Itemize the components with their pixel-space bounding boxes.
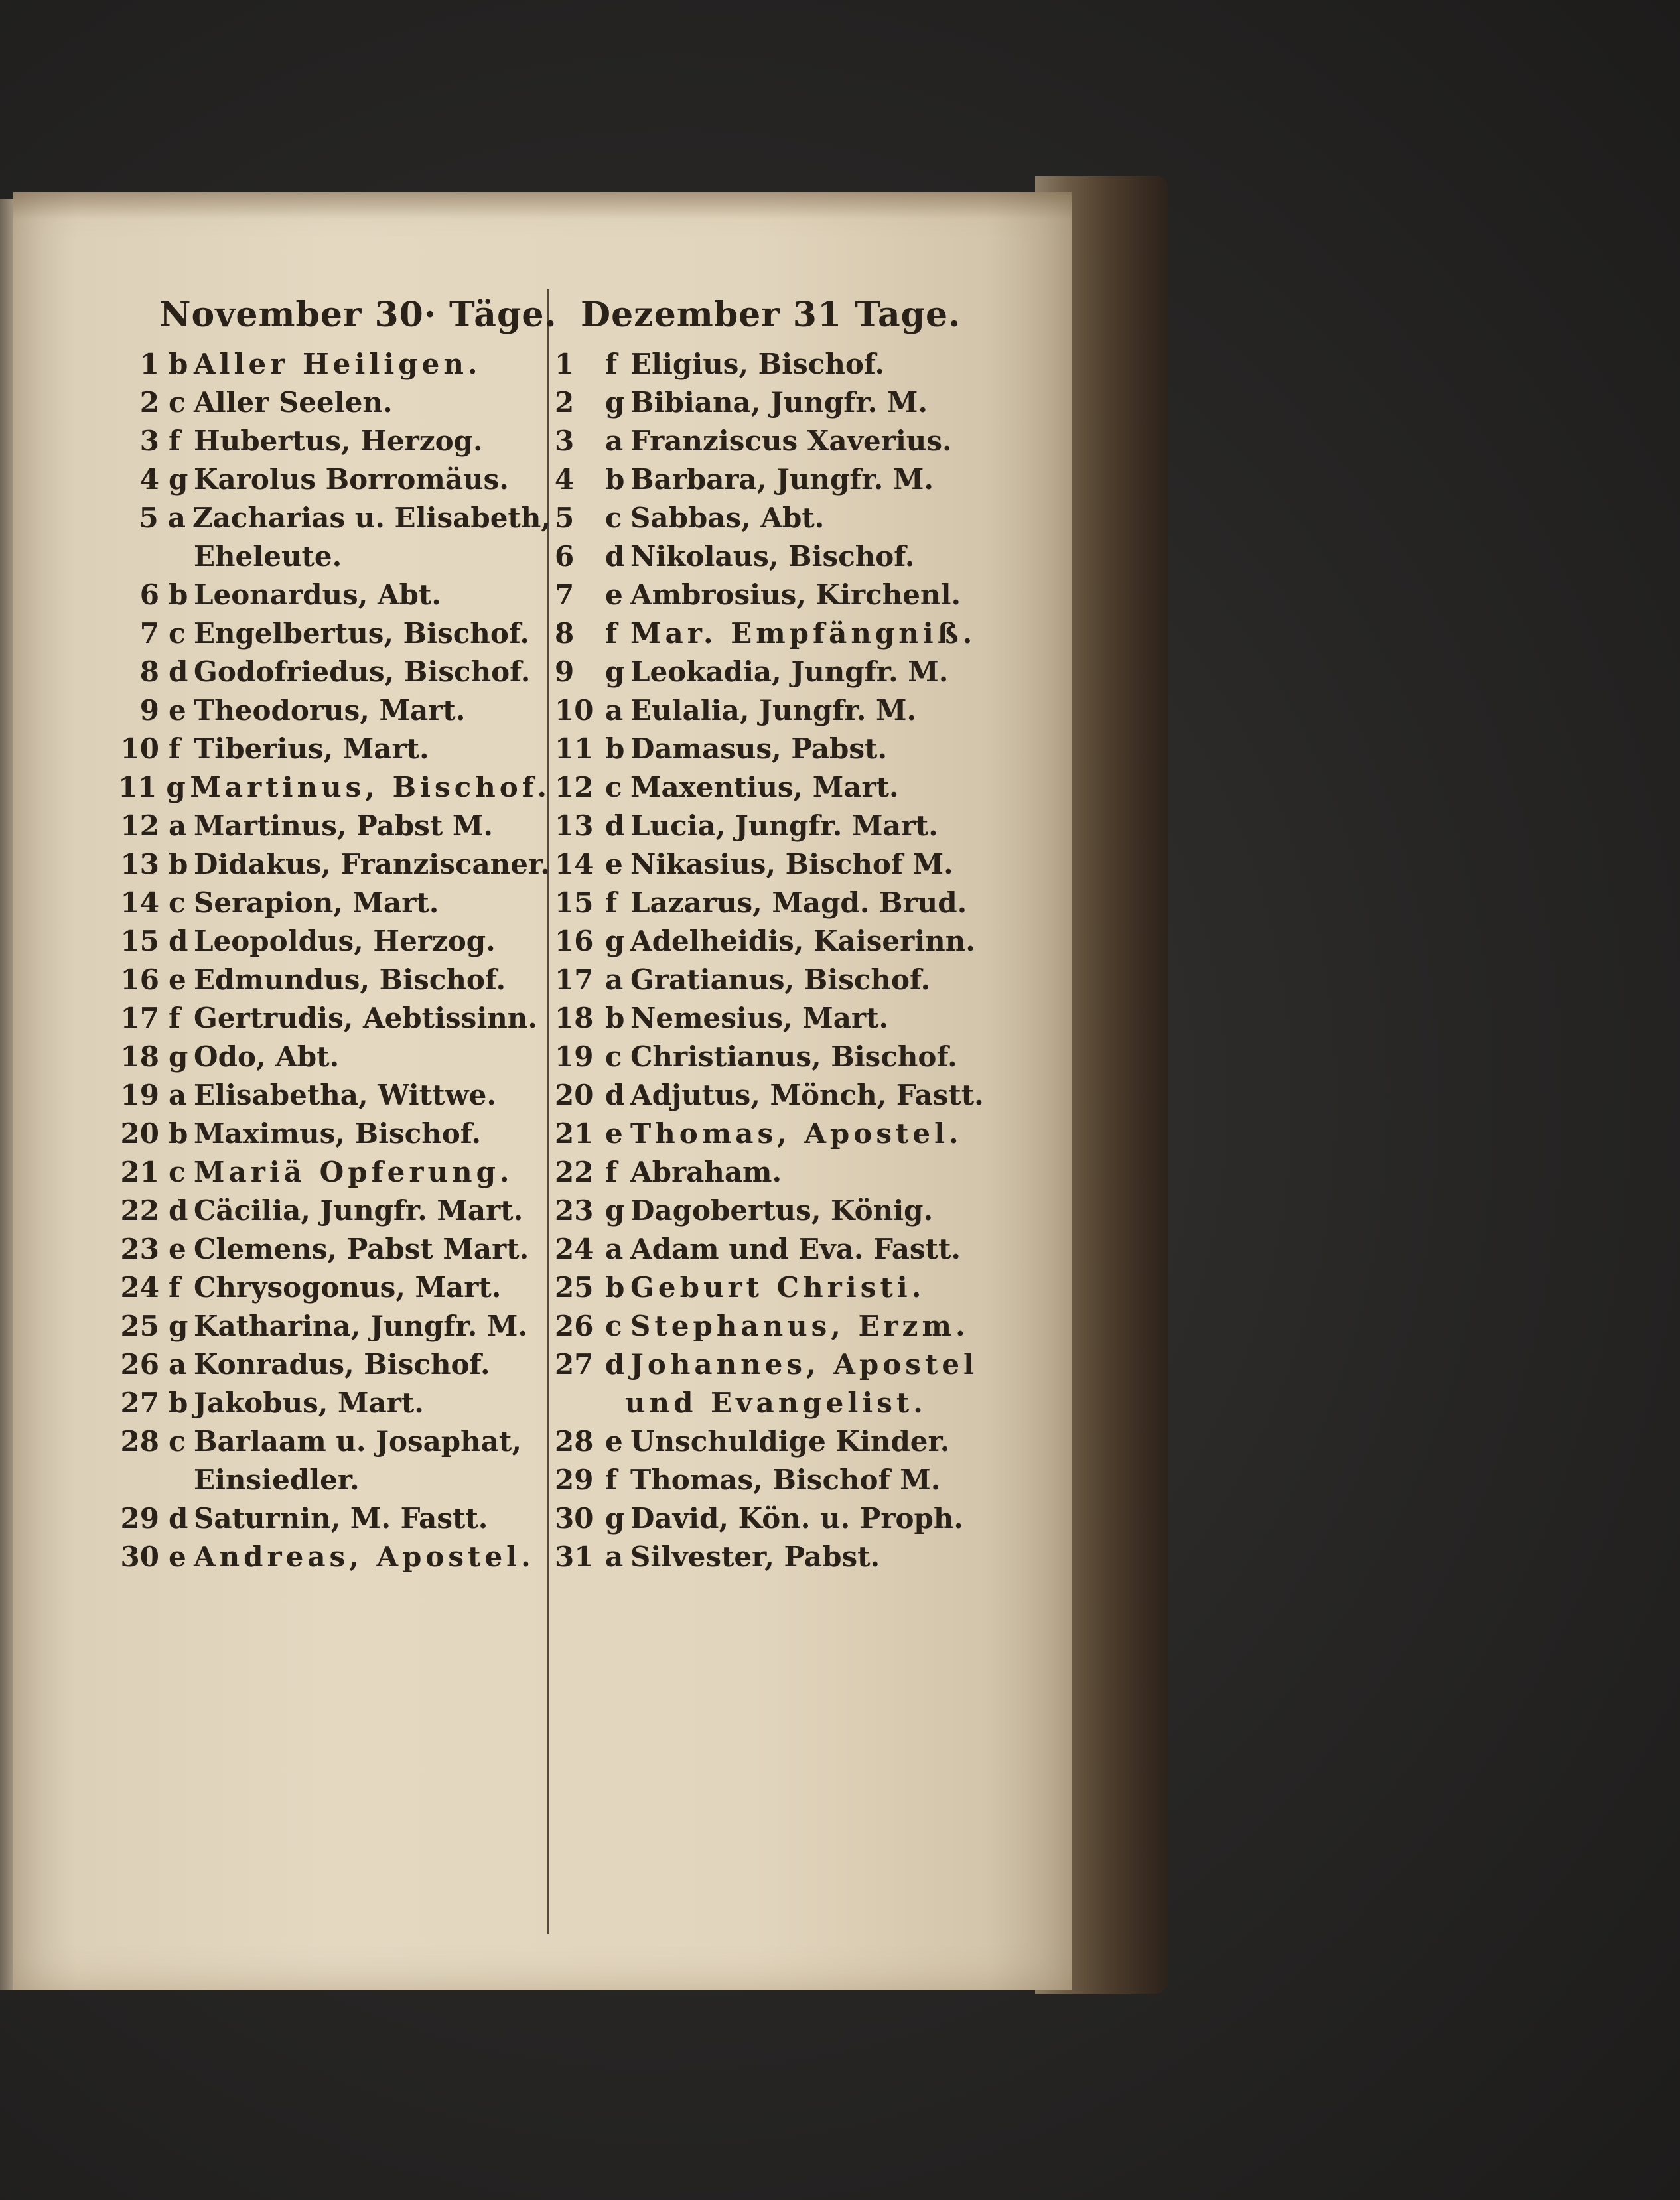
day-number: 10	[120, 732, 159, 765]
calendar-entry	[113, 1422, 551, 1461]
calendar-entry	[551, 1192, 1015, 1230]
dominical-letter: a	[169, 1348, 187, 1381]
day-number: 22	[555, 1156, 594, 1188]
saint-name: Jakobus, Mart.	[194, 1387, 424, 1419]
feast-name: Johannes, Apostel	[630, 1348, 979, 1381]
november-column	[113, 285, 557, 1576]
calendar-entry	[551, 884, 1015, 922]
saint-name: Ambrosius, Kirchenl.	[630, 579, 961, 611]
feast-name: Martinus, Bischof.	[190, 771, 551, 803]
day-number: 14	[120, 886, 159, 919]
day-number: 26	[555, 1310, 594, 1342]
saint-name: Leonardus, Abt.	[194, 579, 441, 611]
saint-name: Lucia, Jungfr. Mart.	[630, 809, 938, 842]
dominical-letter: d	[605, 1348, 625, 1381]
day-number: 6	[139, 579, 159, 611]
saint-name: Karolus Borromäus.	[194, 463, 509, 496]
day-number: 13	[120, 848, 159, 880]
day-number: 28	[120, 1425, 159, 1458]
saint-name: Sabbas, Abt.	[630, 502, 825, 534]
dominical-letter: b	[169, 848, 188, 880]
dominical-letter: a	[605, 425, 624, 457]
calendar-entry	[551, 1153, 1015, 1192]
dominical-letter: c	[169, 1156, 186, 1188]
saint-name: Eulalia, Jungfr. M.	[630, 694, 917, 726]
day-number: 19	[120, 1079, 159, 1111]
dominical-letter: c	[169, 386, 186, 419]
dominical-letter: e	[169, 1541, 186, 1573]
calendar-entry	[113, 730, 551, 768]
calendar-entry	[113, 1499, 551, 1538]
calendar-entry	[551, 1307, 1015, 1345]
day-number: 30	[120, 1541, 159, 1573]
calendar-entry	[113, 768, 551, 807]
day-number: 5	[139, 502, 159, 534]
saint-name: Theodorus, Mart.	[194, 694, 466, 726]
day-number: 15	[120, 925, 159, 957]
saint-name: Maximus, Bischof.	[194, 1117, 481, 1150]
dominical-letter: d	[605, 1079, 625, 1111]
dominical-letter: b	[169, 1387, 188, 1419]
dominical-letter: g	[166, 771, 186, 803]
dominical-letter: c	[605, 502, 622, 534]
day-number: 7	[555, 579, 575, 611]
entry-continuation	[551, 1384, 1015, 1422]
calendar-entry	[551, 499, 1015, 537]
dominical-letter: c	[169, 1425, 186, 1458]
saint-name: Nikolaus, Bischof.	[630, 540, 915, 573]
calendar-entry	[551, 1538, 1015, 1576]
calendar-entry	[113, 1076, 551, 1115]
day-number: 23	[120, 1233, 159, 1265]
day-number: 24	[555, 1233, 594, 1265]
saint-name: Gertrudis, Aebtissinn.	[194, 1002, 537, 1034]
december-title: Dezember 31 Tage.	[581, 295, 961, 335]
day-number: 8	[555, 617, 575, 650]
saint-name: Clemens, Pabst Mart.	[194, 1233, 529, 1265]
dominical-letter: f	[605, 348, 618, 380]
calendar-entry	[113, 1038, 551, 1076]
calendar-entry	[113, 1384, 551, 1422]
day-number: 22	[120, 1194, 159, 1227]
calendar-entry	[551, 922, 1015, 961]
dominical-letter: d	[169, 925, 188, 957]
saint-name: David, Kön. u. Proph.	[630, 1502, 964, 1535]
dominical-letter: a	[169, 809, 187, 842]
november-title: November 30· Täge.	[159, 295, 557, 335]
day-number: 12	[555, 771, 594, 803]
saint-name: Elisabetha, Wittwe.	[194, 1079, 496, 1111]
calendar-entry	[113, 1307, 551, 1345]
day-number: 5	[555, 502, 575, 534]
calendar-entry	[551, 1499, 1015, 1538]
day-number: 26	[120, 1348, 159, 1381]
calendar-entry	[551, 576, 1015, 614]
saint-name: Saturnin, M. Fastt.	[194, 1502, 488, 1535]
dominical-letter: d	[169, 1502, 188, 1535]
saint-name: Abraham.	[630, 1156, 782, 1188]
day-number: 6	[555, 540, 575, 573]
dominical-letter: b	[605, 1271, 625, 1304]
day-number: 20	[120, 1117, 159, 1150]
saint-name: Nikasius, Bischof M.	[630, 848, 953, 880]
dominical-letter: e	[169, 694, 186, 726]
saint-name: Leopoldus, Herzog.	[194, 925, 496, 957]
day-number: 21	[120, 1156, 159, 1188]
calendar-entry	[113, 576, 551, 614]
calendar-entry	[113, 653, 551, 691]
day-number: 9	[139, 694, 159, 726]
saint-name: Barbara, Jungfr. M.	[630, 463, 934, 496]
dominical-letter: e	[169, 1233, 186, 1265]
saint-name: Edmundus, Bischof.	[194, 963, 506, 996]
dominical-letter: b	[169, 348, 188, 380]
entry-continuation	[113, 1461, 551, 1499]
calendar-entry	[551, 807, 1015, 845]
saint-name: Lazarus, Magd. Brud.	[630, 886, 967, 919]
saint-name: Gratianus, Bischof.	[630, 963, 931, 996]
saint-name: Tiberius, Mart.	[194, 732, 429, 765]
dominical-letter: d	[605, 809, 625, 842]
saint-name: Aller Seelen.	[194, 386, 393, 419]
day-number: 4	[555, 463, 575, 496]
day-number: 11	[555, 732, 594, 765]
dominical-letter: f	[605, 1464, 618, 1496]
dominical-letter: g	[605, 386, 625, 419]
calendar-entry	[113, 1153, 551, 1192]
calendar-entry	[551, 1269, 1015, 1307]
dominical-letter: g	[169, 1040, 188, 1073]
dominical-letter: f	[605, 886, 618, 919]
calendar-entry	[113, 499, 551, 537]
day-number: 14	[555, 848, 594, 880]
saint-name: Katharina, Jungfr. M.	[194, 1310, 527, 1342]
day-number: 29	[120, 1502, 159, 1535]
saint-name: Barlaam u. Josaphat,	[194, 1425, 522, 1458]
december-entries	[551, 345, 1015, 1576]
day-number: 13	[555, 809, 594, 842]
dominical-letter: a	[167, 502, 186, 534]
feast-name: Mariä Opferung.	[194, 1156, 514, 1188]
calendar-entry	[551, 730, 1015, 768]
saint-name: Unschuldige Kinder.	[630, 1425, 950, 1458]
day-number: 15	[555, 886, 594, 919]
calendar-entry	[551, 345, 1015, 383]
saint-name: Adjutus, Mönch, Fastt.	[630, 1079, 984, 1111]
saint-name: Adelheidis, Kaiserinn.	[630, 925, 975, 957]
calendar-entry	[551, 537, 1015, 576]
dominical-letter: f	[605, 1156, 618, 1188]
day-number: 7	[139, 617, 159, 650]
calendar-entry	[113, 460, 551, 499]
dominical-letter: c	[605, 771, 622, 803]
dominical-letter: c	[605, 1310, 622, 1342]
saint-name: Franziscus Xaverius.	[630, 425, 952, 457]
saint-name: Adam und Eva. Fastt.	[630, 1233, 961, 1265]
saint-name: Martinus, Pabst M.	[194, 809, 493, 842]
calendar-entry	[551, 845, 1015, 884]
saint-name: Konradus, Bischof.	[194, 1348, 490, 1381]
day-number: 17	[120, 1002, 159, 1034]
day-number: 24	[120, 1271, 159, 1304]
feast-name: Stephanus, Erzm.	[630, 1310, 969, 1342]
dominical-letter: f	[169, 732, 181, 765]
continuation-text: und Evangelist.	[625, 1387, 927, 1419]
dominical-letter: c	[169, 886, 186, 919]
calendar-entry	[551, 691, 1015, 730]
calendar-entry	[551, 653, 1015, 691]
saint-name: Godofriedus, Bischof.	[194, 655, 531, 688]
calendar-entry	[551, 1038, 1015, 1076]
saint-name: Christianus, Bischof.	[630, 1040, 957, 1073]
calendar-entry	[113, 383, 551, 422]
day-number: 12	[120, 809, 159, 842]
dominical-letter: f	[169, 1002, 181, 1034]
dominical-letter: e	[605, 1425, 623, 1458]
dominical-letter: f	[605, 617, 618, 650]
dominical-letter: g	[169, 1310, 188, 1342]
day-number: 25	[120, 1310, 159, 1342]
calendar-entry	[551, 768, 1015, 807]
calendar-entry	[551, 1422, 1015, 1461]
calendar-entry	[113, 1345, 551, 1384]
dominical-letter: b	[605, 732, 625, 765]
calendar-entry	[113, 961, 551, 999]
saint-name: Nemesius, Mart.	[630, 1002, 889, 1034]
dominical-letter: a	[605, 694, 624, 726]
december-column	[551, 285, 1015, 1576]
calendar-entry	[551, 383, 1015, 422]
calendar-entry	[113, 922, 551, 961]
calendar-entry	[551, 614, 1015, 653]
saint-name: Odo, Abt.	[194, 1040, 340, 1073]
day-number: 16	[120, 963, 159, 996]
dominical-letter: d	[169, 655, 188, 688]
continuation-text: Eheleute.	[194, 540, 342, 573]
feast-name: Thomas, Apostel.	[630, 1117, 963, 1150]
feast-name: Geburt Christi.	[630, 1271, 926, 1304]
dominical-letter: c	[169, 617, 186, 650]
calendar-page	[13, 192, 1072, 1990]
calendar-entry	[113, 691, 551, 730]
dominical-letter: e	[169, 963, 186, 996]
calendar-entry	[113, 345, 551, 383]
saint-name: Dagobertus, König.	[630, 1194, 934, 1227]
day-number: 18	[555, 1002, 594, 1034]
calendar-entry	[113, 807, 551, 845]
dominical-letter: a	[605, 1233, 624, 1265]
calendar-entry	[113, 845, 551, 884]
calendar-entry	[113, 999, 551, 1038]
day-number: 1	[555, 348, 575, 380]
dominical-letter: b	[605, 463, 625, 496]
dominical-letter: g	[605, 655, 625, 688]
dominical-letter: c	[605, 1040, 622, 1073]
dominical-letter: g	[169, 463, 188, 496]
calendar-entry	[551, 1345, 1015, 1384]
dominical-letter: g	[605, 925, 625, 957]
day-number: 2	[555, 386, 575, 419]
day-number: 20	[555, 1079, 594, 1111]
day-number: 25	[555, 1271, 594, 1304]
dominical-letter: e	[605, 579, 623, 611]
feast-name: Mar. Empfängniß.	[630, 617, 977, 650]
day-number: 10	[555, 694, 594, 726]
saint-name: Leokadia, Jungfr. M.	[630, 655, 949, 688]
day-number: 27	[120, 1387, 159, 1419]
day-number: 17	[555, 963, 594, 996]
day-number: 21	[555, 1117, 594, 1150]
calendar-entry	[113, 1269, 551, 1307]
calendar-entry	[551, 1461, 1015, 1499]
dominical-letter: f	[169, 425, 181, 457]
day-number: 4	[139, 463, 159, 496]
dominical-letter: f	[169, 1271, 181, 1304]
continuation-text: Einsiedler.	[194, 1464, 360, 1496]
day-number: 29	[555, 1464, 594, 1496]
dominical-letter: a	[605, 963, 624, 996]
feast-name: Aller Heiligen.	[194, 348, 482, 380]
calendar-entry	[551, 1076, 1015, 1115]
calendar-entry	[113, 1230, 551, 1269]
feast-name: Andreas, Apostel.	[194, 1541, 535, 1573]
entry-continuation	[113, 537, 551, 576]
calendar-entry	[551, 460, 1015, 499]
day-number: 2	[139, 386, 159, 419]
day-number: 9	[555, 655, 575, 688]
saint-name: Didakus, Franziscaner.	[194, 848, 550, 880]
day-number: 18	[120, 1040, 159, 1073]
november-entries	[113, 345, 551, 1576]
saint-name: Zacharias u. Elisabeth,	[192, 502, 551, 534]
calendar-entry	[113, 1538, 551, 1576]
calendar-entry	[113, 1115, 551, 1153]
saint-name: Damasus, Pabst.	[630, 732, 888, 765]
saint-name: Bibiana, Jungfr. M.	[630, 386, 928, 419]
saint-name: Eligius, Bischof.	[630, 348, 885, 380]
calendar-entry	[551, 999, 1015, 1038]
calendar-entry	[113, 614, 551, 653]
day-number: 11	[117, 771, 157, 803]
saint-name: Hubertus, Herzog.	[194, 425, 483, 457]
page-shadow	[13, 192, 1072, 219]
dominical-letter: a	[169, 1079, 187, 1111]
day-number: 3	[139, 425, 159, 457]
calendar-entry	[551, 1230, 1015, 1269]
day-number: 31	[555, 1541, 594, 1573]
day-number: 3	[555, 425, 575, 457]
dominical-letter: g	[605, 1502, 625, 1535]
dominical-letter: a	[605, 1541, 624, 1573]
day-number: 8	[139, 655, 159, 688]
calendar-entry	[551, 1115, 1015, 1153]
day-number: 30	[555, 1502, 594, 1535]
dominical-letter: b	[605, 1002, 625, 1034]
saint-name: Maxentius, Mart.	[630, 771, 899, 803]
day-number: 23	[555, 1194, 594, 1227]
dominical-letter: e	[605, 1117, 623, 1150]
calendar-entry	[113, 884, 551, 922]
day-number: 16	[555, 925, 594, 957]
saint-name: Engelbertus, Bischof.	[194, 617, 530, 650]
dominical-letter: d	[169, 1194, 188, 1227]
day-number: 1	[139, 348, 159, 380]
dominical-letter: b	[169, 579, 188, 611]
dominical-letter: e	[605, 848, 623, 880]
day-number: 27	[555, 1348, 594, 1381]
dominical-letter: d	[605, 540, 625, 573]
calendar-entry	[113, 422, 551, 460]
day-number: 28	[555, 1425, 594, 1458]
calendar-entry	[551, 422, 1015, 460]
saint-name: Serapion, Mart.	[194, 886, 439, 919]
saint-name: Chrysogonus, Mart.	[194, 1271, 502, 1304]
saint-name: Silvester, Pabst.	[630, 1541, 880, 1573]
calendar-entry	[113, 1192, 551, 1230]
dominical-letter: g	[605, 1194, 625, 1227]
saint-name: Thomas, Bischof M.	[630, 1464, 941, 1496]
day-number: 19	[555, 1040, 594, 1073]
saint-name: Cäcilia, Jungfr. Mart.	[194, 1194, 524, 1227]
dominical-letter: b	[169, 1117, 188, 1150]
calendar-entry	[551, 961, 1015, 999]
